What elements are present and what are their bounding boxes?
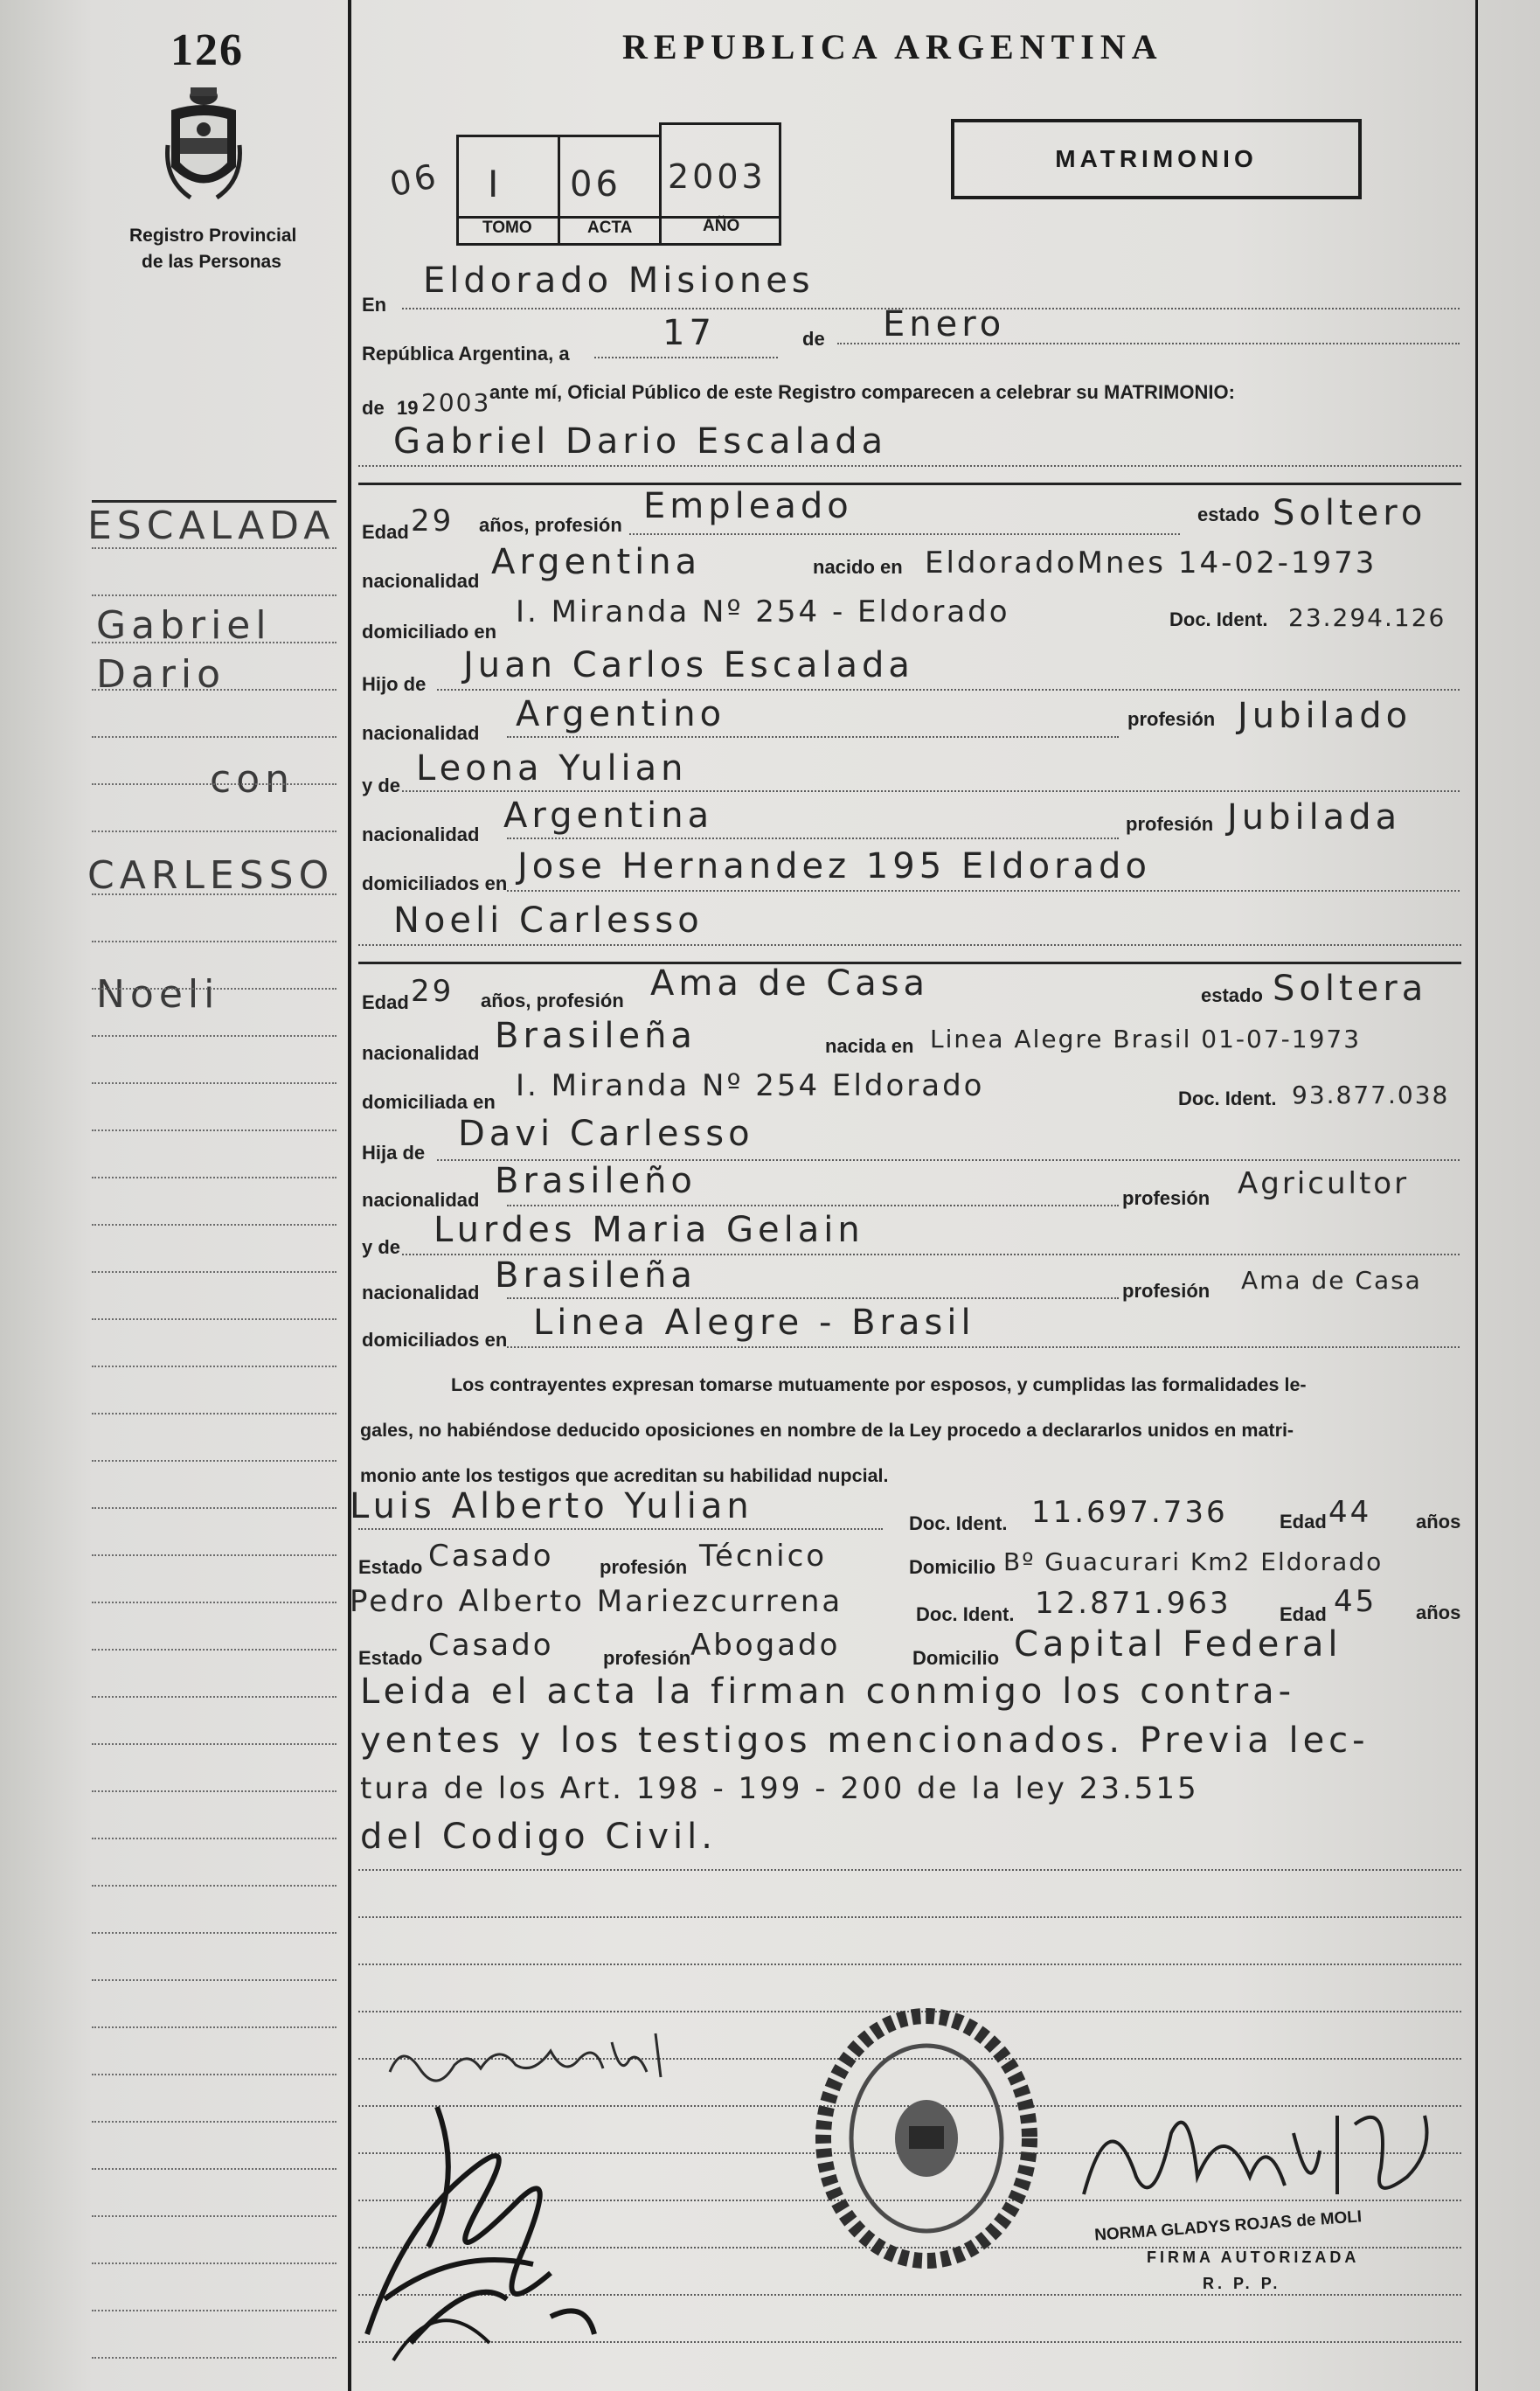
- groom-father-prof-label: profesión: [1127, 708, 1216, 730]
- coat-of-arms-emblem: [164, 84, 243, 206]
- groom-nacionalidad-label: nacionalidad: [362, 570, 480, 592]
- closing-note-line4: del Codigo Civil.: [360, 1817, 717, 1857]
- witness2-domicilio-label: Domicilio: [912, 1647, 1000, 1669]
- groom-father: Juan Carlos Escalada: [463, 645, 914, 685]
- right-margin-line: [1475, 0, 1478, 2391]
- officer-title: FIRMA AUTORIZADA: [1147, 2249, 1360, 2266]
- groom-parents-dom-label: domiciliados en: [362, 872, 508, 894]
- witness1-edad: 44: [1328, 1495, 1372, 1530]
- witness2-estado: Casado: [428, 1628, 554, 1663]
- bride-father-prof: Agricultor: [1238, 1166, 1410, 1201]
- officer-name: NORMA GLADYS ROJAS de MOLI: [1093, 2207, 1363, 2245]
- registry-label-line1: Registro Provincial: [129, 226, 297, 246]
- bride-hija-label: Hija de: [362, 1142, 426, 1164]
- closing-note-line2: yentes y los testigos mencionados. Previa lec-: [360, 1720, 1370, 1761]
- place-value: Eldorado Misiones: [423, 261, 815, 301]
- bride-edad-label: Edad: [362, 991, 409, 1013]
- witness1-anos-label: años: [1416, 1511, 1461, 1533]
- witness1-edad-label: Edad: [1280, 1511, 1327, 1533]
- en-label: En: [362, 294, 387, 316]
- bride-father-nac-label: nacionalidad: [362, 1189, 480, 1211]
- witness1-doc: 11.697.736: [1031, 1495, 1228, 1530]
- witness1-domicilio-label: Domicilio: [909, 1556, 996, 1578]
- month-value: Enero: [883, 304, 1006, 344]
- witness1-name: Luis Alberto Yulian: [350, 1486, 753, 1526]
- groom-father-nac-label: nacionalidad: [362, 722, 480, 744]
- margin-bride-name: Noeli: [96, 972, 220, 1017]
- year-hand: 2003: [421, 388, 491, 417]
- declaration-line2: gales, no habiéndose deducido oposiciones en nombre de la Ley procedo a declararlos unidos en matri-: [360, 1420, 1294, 1441]
- groom-y-de-label: y de: [362, 775, 401, 796]
- groom-nacido-label: nacido en: [813, 556, 903, 578]
- witness2-doc: 12.871.963: [1035, 1586, 1231, 1621]
- witness2-doc-label: Doc. Ident.: [916, 1603, 1015, 1625]
- groom-domicilio: I. Miranda Nº 254 - Eldorado: [516, 594, 1010, 629]
- witness1-estado: Casado: [428, 1539, 554, 1574]
- bride-doc: 93.877.038: [1292, 1081, 1450, 1109]
- margin-con: con: [210, 757, 295, 802]
- bride-mother-nac: Brasileña: [495, 1255, 697, 1296]
- bride-edad: 29: [411, 974, 454, 1009]
- tomo-acta-ano-box: [456, 122, 781, 247]
- year-prefix: 19: [397, 397, 419, 419]
- groom-anos-profesion-label: años, profesión: [479, 514, 622, 536]
- officer-org: R. P. P.: [1203, 2275, 1281, 2292]
- bride-father-nac: Brasileño: [495, 1161, 697, 1201]
- groom-mother: Leona Yulian: [416, 748, 688, 789]
- bride-nacida-label: nacida en: [825, 1035, 914, 1057]
- bride-domicilio: I. Miranda Nº 254 Eldorado: [516, 1068, 985, 1103]
- witness1-profesion-label: profesión: [600, 1556, 688, 1578]
- groom-mother-prof-label: profesión: [1126, 813, 1214, 835]
- de-label: de: [802, 328, 825, 350]
- bride-y-de-label: y de: [362, 1236, 401, 1258]
- groom-mother-nac: Argentina: [503, 796, 714, 836]
- groom-mother-prof: Jubilada: [1227, 797, 1402, 838]
- groom-parents-dom: Jose Hernandez 195 Eldorado: [517, 846, 1151, 886]
- ante-text: ante mí, Oficial Público de este Registro comparecen a celebrar su MATRIMONIO:: [489, 381, 1235, 403]
- tomo-value: I: [488, 163, 503, 205]
- republica-label: República Argentina, a: [362, 343, 570, 365]
- bride-anos-profesion-label: años, profesión: [481, 990, 624, 1011]
- bride-nacionalidad: Brasileña: [495, 1016, 697, 1056]
- witness2-profesion: Abogado: [690, 1628, 841, 1663]
- declaration-line1: Los contrayentes expresan tomarse mutuamente por esposos, y cumplidas las formalidades le-: [451, 1374, 1307, 1395]
- bride-domiciliada-label: domiciliada en: [362, 1091, 496, 1113]
- ano-label: AÑO: [703, 217, 740, 235]
- bride-full-name: Noeli Carlesso: [393, 900, 704, 941]
- witness2-profesion-label: profesión: [603, 1647, 691, 1669]
- record-type-box: [951, 119, 1362, 199]
- de-year-label: de: [362, 397, 385, 419]
- groom-doc-label: Doc. Ident.: [1169, 608, 1268, 630]
- groom-father-prof: Jubilado: [1238, 696, 1412, 736]
- bride-parents-dom: Linea Alegre - Brasil: [533, 1303, 975, 1343]
- bride-profesion: Ama de Casa: [650, 963, 930, 1004]
- bride-mother: Lurdes Maria Gelain: [434, 1210, 864, 1250]
- margin-groom-surname: ESCALADA: [87, 504, 336, 548]
- tomo-label: TOMO: [482, 219, 532, 237]
- bride-nacionalidad-label: nacionalidad: [362, 1042, 480, 1064]
- bride-mother-prof-label: profesión: [1122, 1280, 1210, 1302]
- witness2-anos-label: años: [1416, 1602, 1461, 1623]
- acta-value: 06: [570, 164, 621, 205]
- groom-mother-nac-label: nacionalidad: [362, 824, 480, 845]
- groom-estado-label: estado: [1197, 504, 1259, 525]
- groom-nacionalidad: Argentina: [491, 542, 702, 582]
- groom-doc: 23.294.126: [1288, 603, 1446, 632]
- groom-domiciliado-label: domiciliado en: [362, 621, 497, 643]
- groom-nacido: EldoradoMnes 14-02-1973: [925, 546, 1377, 580]
- witness2-estado-label: Estado: [358, 1647, 423, 1669]
- groom-edad: 29: [411, 504, 454, 539]
- witness1-domicilio: Bº Guacurari Km2 Eldorado: [1003, 1547, 1384, 1576]
- bride-estado: Soltera: [1273, 969, 1428, 1009]
- closing-note-line3: tura de los Art. 198 - 199 - 200 de la ley 23.515: [360, 1771, 1199, 1806]
- groom-estado: Soltero: [1273, 493, 1427, 533]
- groom-profesion: Empleado: [643, 486, 853, 526]
- declaration-line3: monio ante los testigos que acreditan su habilidad nupcial.: [360, 1465, 889, 1486]
- groom-father-nac: Argentino: [516, 694, 726, 734]
- acta-label: ACTA: [587, 219, 633, 237]
- bride-mother-nac-label: nacionalidad: [362, 1282, 480, 1303]
- country-title: REPUBLICA ARGENTINA: [622, 27, 1163, 66]
- bride-nacida: Linea Alegre Brasil 01-07-1973: [930, 1025, 1362, 1053]
- official-stamp: [813, 2007, 1040, 2269]
- witness1-profesion: Técnico: [699, 1539, 828, 1574]
- groom-signature: [332, 2072, 629, 2369]
- bride-father-prof-label: profesión: [1122, 1187, 1210, 1209]
- officer-signature: [1075, 2081, 1442, 2221]
- day-value: 17: [662, 313, 716, 353]
- margin-groom-name1: Gabriel: [96, 603, 272, 648]
- registry-label-line2: de las Personas: [142, 252, 281, 272]
- record-type-label: MATRIMONIO: [1055, 145, 1258, 172]
- witness2-name: Pedro Alberto Mariezcurrena: [350, 1584, 843, 1619]
- bride-doc-label: Doc. Ident.: [1178, 1088, 1277, 1109]
- groom-full-name: Gabriel Dario Escalada: [393, 421, 888, 462]
- page-number: 126: [170, 25, 244, 75]
- bride-estado-label: estado: [1201, 984, 1263, 1006]
- bride-father: Davi Carlesso: [458, 1114, 754, 1154]
- left-margin-line: [348, 0, 351, 2391]
- closing-note-line1: Leida el acta la firman conmigo los contra-: [360, 1672, 1296, 1712]
- bride-mother-prof: Ama de Casa: [1241, 1266, 1422, 1295]
- witness1-estado-label: Estado: [358, 1556, 423, 1578]
- witness1-doc-label: Doc. Ident.: [909, 1512, 1008, 1534]
- witness2-edad-label: Edad: [1280, 1603, 1327, 1625]
- witness2-edad: 45: [1334, 1584, 1377, 1619]
- margin-note: 06: [386, 156, 443, 205]
- margin-groom-name2: Dario: [96, 652, 226, 697]
- groom-edad-label: Edad: [362, 521, 409, 543]
- ano-value: 2003: [668, 157, 767, 196]
- witness2-domicilio: Capital Federal: [1014, 1624, 1342, 1665]
- bride-parents-dom-label: domiciliados en: [362, 1329, 508, 1351]
- groom-hijo-label: Hijo de: [362, 673, 427, 695]
- margin-bride-surname: CARLESSO: [87, 853, 335, 898]
